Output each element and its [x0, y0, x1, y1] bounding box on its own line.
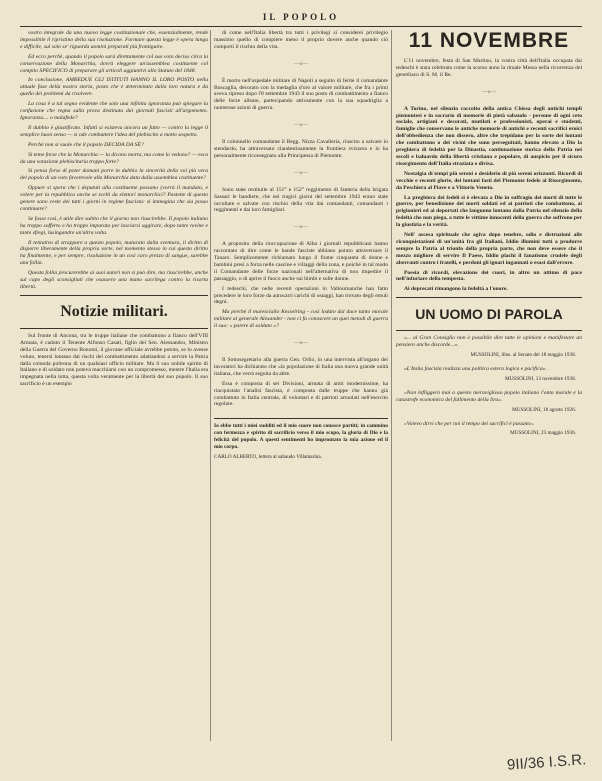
- archive-stamp: 9II/36 I.S.R.: [506, 751, 587, 774]
- quote-source: MUSSOLINI, 23 maggio 1936.: [510, 430, 576, 437]
- paragraph: Il Sottosegretario alla guerra Gen. Orlio, in una intervista all'organo dei lavoratori ha dichiarato che «la popolazione di Italia una nuova grande unità italiana, che verrà seguita da altre.: [214, 357, 388, 377]
- paragraph: La preghiera dei fedeli si è elevata a Dio in suffragio dei morti di tutte le guerre, per benedizione dei morti soldati ed ai patrioti che combattono, ai prigionieri ed ai deportati che languono lontano dalla Patria nel silenzio della fedeltà che non piega, a tutte le vittime innocenti della guerra che soffrono per la giustizia e la verità.: [396, 194, 582, 229]
- column-1: [20, 30, 208, 773]
- separator: —o—: [294, 224, 308, 231]
- paragraph: Si pensa forse di poter domani porre in dubbio la sincerità della voi più vera del popolo di un voto favorevole alla Monarchia data dalla assemblea costituente?: [20, 168, 208, 182]
- quote-source: MUSSOLINI, 13 novembre 1938.: [504, 375, 576, 382]
- paragraph: Il dubbio è giustificato. Infatti si esisteva ancora un fatto — contro la legge il semplice buon senso — si ode combattere l'idea del plebiscito a motto sospetto.: [20, 124, 208, 138]
- separator: —o—: [482, 88, 496, 95]
- quote-box: [214, 418, 388, 461]
- paragraph: È morto nell'ospedale militare di Napoli a seguito di ferite il comandante Boscaglia, decorato con la medaglia d'oro al valore militare, che fra i primi aveva ripreso dopo l'8 settembre 1943 il suo posto di combattimento a fianco delle forze alleate, partecipando attivamente con la sua squadriglia a numerose azioni di guerra.: [214, 77, 388, 112]
- section-rule: [20, 295, 208, 296]
- quote-source: MUSSOLINI, 18 agosto 1926.: [512, 406, 576, 413]
- column-divider: [391, 30, 392, 741]
- paragraph: Ai deprecati rimangono la fedeltà a l'onore.: [404, 286, 508, 293]
- section-rule: [396, 297, 582, 298]
- paragraph: La cosa è a tal segno evidente che solo una infinita ignoranza può spiegare la confusione che regna sulla prova destinata dai giornali fascisti all'argomento. Ignoranza.... o malafede?: [20, 101, 208, 121]
- quote-text: «L'Italia fascista realizza una politica estera logica e pacifica».: [404, 366, 547, 372]
- section-heading-notizie: Notizie militari.: [60, 302, 168, 320]
- paragraph: A Torino, nel silenzio raccolto della antica Chiesa degli antichi templi piemontesi e in sacrario di memorie di pietà sabaudo - persone di ogni ceto sociale, artigiani e decorati, mutilati e professionisti, operai e studenti, famiglie che conservano le antiche memorie di antichi e recenti sacrifici eroici dell'obbedienza che non dissero, altre che trepidano per la sorte dei lontani che combattono o dei vicini che sono perseguitati, hanno elevato a Dio la preghiera di fedeltà per la Dinastia, continuazione storica della Patria nei secoli e baluardo della libertà cristiana e popolare, di auspicio per il sicuro risorgimento dell'Italia straziata e divisa.: [396, 105, 582, 167]
- column-2: [214, 30, 388, 773]
- quote-text: «... al Gran Consiglio non è possibile dire tutte le opinioni e manifestare un pensiero anche discorde...».: [396, 335, 582, 349]
- paragraph: Perchè non si vuole che il popolo DECIDA DA SÈ?: [28, 141, 144, 148]
- paragraph: A proposito della rioccupazione di Alba i giornali repubblicani hanno raccontato di dire come le bande fasciste abbiano potuto attraversare il Tanaro. Semplicemente richiamato lungo il fiume cinquanta di donne e bambini presi a forza nelle cascine e villaggi della zona, e poiché in tal modo il Comandante delle forze nazionali nell'alternativa di non impedire il passaggio, o di aprire il fuoco anche sui bimbi e sulle donne.: [214, 241, 388, 282]
- separator: —o—: [294, 122, 308, 129]
- paragraph: Si teme forse che la Monarchia — la dicono morta, ma come lo vedono? — esca da una votazione plebiscitaria troppo forte?: [20, 151, 208, 165]
- paragraph: Questa follia procurerebbe ai suoi autori non si può dire, ma riuscirebbe, anche sul capo degli sconsigliati che osassero una mano sacrilega contro la risorta libertà.: [20, 270, 208, 290]
- paragraph: Il colonnello comandante il Regg. Nizza Cavalleria, riuscito a salvare lo stendardo, ha attraversato clandestinamente la frontiera svizzera e lo ha personalmente riconsegnato alla Principessa di Piemonte.: [214, 139, 388, 159]
- paragraph: Il tentativo di strappare a questo popolo, maturato dalla sventura, il diritto di disporre liberamente della propria sorte, nel momento stesso in cui questo diritto ha finalmente, e per sempre, risoluzione in un così caro prezzo di sangue, sarebbe una follia.: [20, 239, 208, 267]
- section-rule: [20, 328, 208, 329]
- separator: —o—: [294, 340, 308, 347]
- separator: —o—: [294, 169, 308, 176]
- paragraph: Nostalgia di tempi più sereni e desiderio di più sereni orizzonti. Ricordi di vecchie e recenti glorie, dei lontani fasti del Piemonte fedele al Risorgimento, da Peschiera al Piave e a Vittorio Veneto.: [396, 170, 582, 191]
- paragraph: Se fosse così, è utile dire subito che il giorno non riuscirebbe. Il popolo italiano ha troppo sofferto e ha troppo imparato per lasciarsi aggirare, dopo tante rovine e tante sfregi, lusingandre un'altra volta.: [20, 215, 208, 236]
- column-divider: [210, 30, 211, 741]
- quote-text: «Volevo dirvi che per noi il tempo dei sacrifici è passato».: [404, 420, 535, 427]
- masthead: IL POPOLO: [20, 8, 582, 27]
- paragraph: Nell' ascesa spirituale che agiva dopo tenebre, odio e distruzioni alle riconquistazioni di un'unità fra gli Italiani, Iddio illumini tutti a produrre sempre la Patria al trionfo della propria parte, che non deve essere che il mezzo migliore di servire Il Paese, Iddio plachi il fanatismo crudele degli aberranti contro i fratelli, e perdoni gli ignari ingannati o esasi dall'errore.: [396, 232, 582, 266]
- quote-text: «Non infliggerò mai a questo meraviglioso popolo italiano l'onta morale e la catastrofe economica del fallimento della lira».: [396, 389, 582, 403]
- quote-signature: CARLO ALBERTO, lettera al sabaudo Villamarina.: [214, 453, 322, 460]
- quote-text: Io ebbe tutti i miei sudditi ed il mio cuore non conosce partiti; in cammino con fermezza e spirito di sacrificio verso il mio scopo, la gloria di Dio e la felicità del popolo. A questi sentimenti ho improntato la mia azione ed il mio corpo.: [214, 423, 388, 451]
- paragraph: Sono state restituite al 151° e 152° reggimento di fanteria della brigata Sassari le bandiere, che nei tragici giorni del settembre 1943 erano state occultate e salvate con rischio della vita dai comandanti, comandanti i reggimenti e dai loro famigliari.: [214, 186, 388, 214]
- separator: —o—: [294, 60, 308, 67]
- paragraph: vostro integrale da una nuova legge costituzionale che, essenzialmente, rende impossibile il ripristino della sua risoluzione. Formare questa legge è opera lunga e difficile, sul solo se' riguarda uomini preparati più frontiguire.: [20, 30, 208, 50]
- paragraph: In conclusione, AMBEDUE GLI ISTITUTI HANNO IL LORO POSTO nella attuale fase della nostra storia, posto che è determinato dalla loro natura e da quello dei problemi da risolvere.: [20, 77, 208, 98]
- paragraph: Poesia di ricordi, elevazione dei cuori, in altro un attimo di pace nell'infuriare della tempesta.: [396, 269, 582, 283]
- quote-source: MUSSOLINI, illus. al Senato del 18 maggio 1938.: [470, 352, 576, 359]
- paragraph: Ma perché il maresciallo Kesselring - così lodato dal duce tanto morale militare al generale Alexander - non ci fa conoscere un quei metodi di guerra il suo: « parere di soldato »?: [214, 309, 388, 330]
- paragraph: Ed ecco perchè, quando il popolo sarà direttamente col suo voto deciso circa la conservazione della Monarchia, dovrà eleggere un'assemblea costituente col compito SPECIFICO di preparare gli articoli aggiuntivi allo Statuto del 1848.: [20, 53, 208, 74]
- section-rule: [396, 330, 582, 331]
- section-heading-uomo-di-parola: UN UOMO DI PAROLA: [415, 306, 563, 323]
- paragraph: Sul fronte di Ancona, tra le truppe italiane che combattono a fianco dell'VIII Armata, è caduto il Tenente Alfonso Casati, figlio del Sen. Alessandro, Ministro della Guerra del Governo Bonomi, il giovane ufficiale avrebbe potuto, se lo avesse voluto, tenersi lontano dai rischi del combattimento adattandosi a servire la Patria dalla comoda poltrona di un qualsiasi ufficio militare. Ma il suo nobile spirito di Italiano e di soldato non poteva macchiarsi con un compromesso, mentre l'Italia era impegnata nella lotta, questa volta veramente per la libertà del suo popolo. Il suo sacrificio è un esempio: [20, 332, 208, 388]
- paragraph: L'11 novembre, festa di San Martino, la vostra città dell'Italia occupata dai tedeschi è stata celebrata come la scorso anno la rituale Messa nella ricorrenza del genetliaco di S. M. il Re.: [396, 58, 582, 78]
- paragraph: I tedeschi, che nelle recenti operazioni in Valtournanche han fatto precedere le loro forze da autocarri carichi di ostaggi, han trovato degli emuli degni.: [214, 285, 388, 306]
- section-heading-11-novembre: 11 NOVEMBRE: [408, 30, 570, 52]
- paragraph: Essa è composta di sei Divisioni, armata di armi modernissime, ha riacquistato l'analisi fascista, è composta dalle truppe che hanno già combattuto in Italia centrale, di volontari e di patrioti arruolati nell'esercito regolare.: [214, 380, 388, 408]
- paragraph: di come nell'Italia libertà tra tutti i privilegi si considerei privilegio massimo quello di compiere meno il proprio dovere anche quando ciò comporti il rischio della vita.: [214, 30, 388, 50]
- column-3: [396, 30, 582, 773]
- paragraph: Oppure si spera che i deputati alla costituente possano (vorrà il mandato, e volere per la repubblica anche se scelti da elettori monarchici? Pastette di questo genere sono ceste dei tutti i giorni in regime fascista: si immagina che sia posso continuare?: [20, 185, 208, 212]
